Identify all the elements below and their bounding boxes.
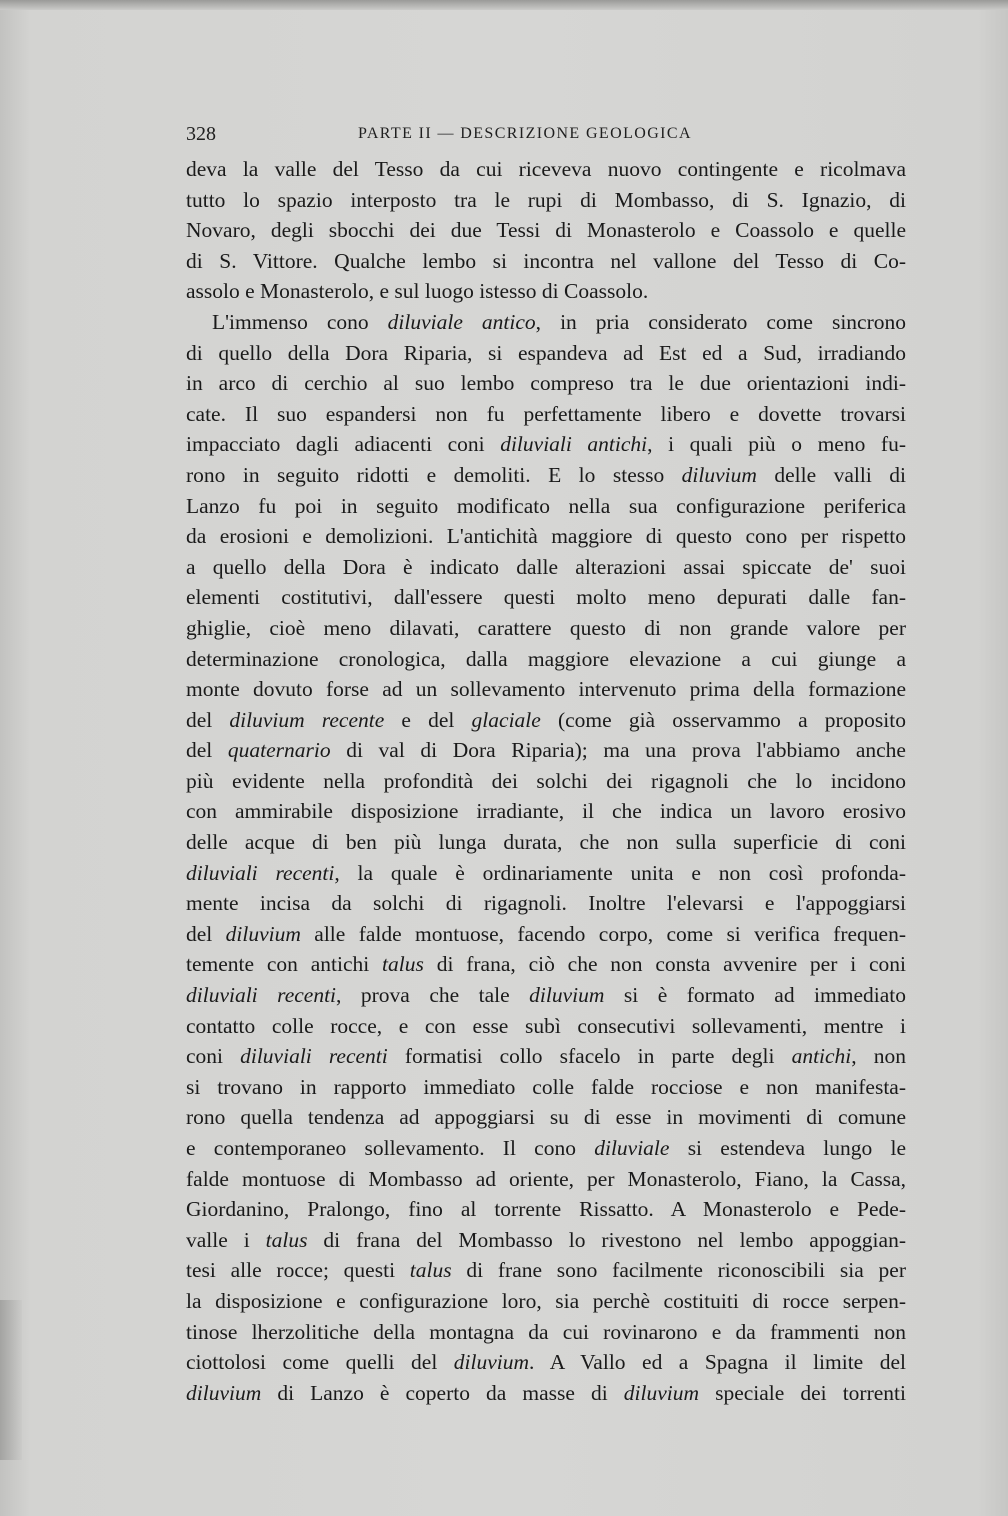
italic-term: talus [265, 1227, 308, 1252]
text-line: valle i talus di frana del Mombasso lo rivestono nel lembo appoggian- [186, 1227, 906, 1252]
italic-term: diluvium [453, 1350, 530, 1375]
page-number: 328 [186, 123, 216, 145]
text-line: impacciato dagli adiacenti coni diluviali antichi, i quali più o meno fu- [186, 432, 906, 457]
text-line: del quaternario di val di Dora Riparia); ma una prova l'abbiamo anche [186, 738, 906, 763]
text-line: coni diluviali recenti formatisi collo sfacelo in parte degli antichi, non [186, 1044, 906, 1069]
text-line: da erosioni e demolizioni. L'antichità maggiore di questo cono per rispetto [186, 524, 906, 549]
italic-term: diluviali recenti [240, 1044, 388, 1069]
text-line: contatto colle rocce, e con esse subì consecutivi sollevamenti, mentre i [186, 1013, 906, 1038]
text-line: ghiglie, cioè meno dilavati, carattere questo di non grande valore per [186, 615, 906, 640]
page-top-edge-shadow [0, 0, 1008, 10]
page-header [186, 123, 906, 147]
text-line: assolo e Monasterolo, e sul luogo istesso di Coassolo. [186, 279, 649, 304]
text-line: deva la valle del Tesso da cui riceveva nuovo contingente e ricolmava [186, 157, 906, 181]
italic-term: diluvium [225, 921, 301, 946]
italic-term: diluvium [623, 1380, 700, 1405]
text-line: del diluvium alle falde montuose, facendo corpo, come si verifica frequen- [186, 921, 906, 946]
text-line: diluvium di Lanzo è coperto da masse di diluvium speciale dei torrenti [186, 1380, 906, 1405]
text-line: delle acque di ben più lunga durata, che non sulla superficie di coni [186, 830, 906, 855]
text-line: con ammirabile disposizione irradiante, il che indica un lavoro erosivo [186, 799, 906, 824]
text-line: del diluvium recente e del glaciale (come già osservammo a proposito [186, 707, 906, 732]
text-line: e contemporaneo sollevamento. Il cono diluviale si estendeva lungo le [186, 1136, 906, 1160]
text-line: Novaro, degli sbocchi dei due Tessi di Monasterolo e Coassolo e quelle [186, 218, 906, 243]
text-line: elementi costitutivi, dall'essere questi molto meno depurati dalle fan- [186, 585, 906, 610]
text-line: a quello della Dora è indicato dalle alterazioni assai spiccate de' suoi [186, 554, 906, 579]
italic-term: diluviale antico [387, 309, 536, 334]
text-line: cate. Il suo espandersi non fu perfettamente libero e dovette trovarsi [186, 401, 906, 426]
text-line: Giordanino, Pralongo, fino al torrente Rissatto. A Monasterolo e Pede- [186, 1197, 906, 1222]
italic-term: diluviali antichi [500, 432, 648, 457]
text-line: di S. Vittore. Qualche lembo si incontra nel vallone del Tesso di Co- [186, 248, 906, 273]
text-line: diluviali recenti, prova che tale diluvium si è formato ad immediato [186, 983, 906, 1008]
text-line: di quello della Dora Riparia, si espandeva ad Est ed a Sud, irradiando [186, 340, 906, 365]
text-line: si trovano in rapporto immediato colle falde rocciose e non manifesta- [186, 1074, 906, 1099]
text-line: la disposizione e configurazione loro, sia perchè costituiti di rocce serpen- [186, 1288, 906, 1313]
italic-term: diluvium [529, 983, 605, 1008]
text-line: diluviali recenti, la quale è ordinariamente unita e non così profonda- [186, 860, 906, 885]
italic-term: quaternario [227, 738, 331, 763]
text-line: monte dovuto forse ad un sollevamento intervenuto prima della formazione [186, 677, 906, 702]
text-line: determinazione cronologica, dalla maggiore elevazione a cui giunge a [186, 646, 906, 671]
italic-term: glaciale [471, 707, 541, 732]
italic-term: diluviali recenti [186, 983, 337, 1008]
italic-term: diluviali recenti [186, 860, 335, 885]
italic-term: diluviale [594, 1136, 670, 1160]
text-line: Lanzo fu poi in seguito modificato nella sua configurazione periferica [186, 493, 906, 518]
text-line: rono in seguito ridotti e demoliti. E lo stesso diluvium delle valli di [186, 462, 906, 487]
italic-term: diluvium recente [229, 707, 385, 732]
text-line: in arco di cerchio al suo lembo compreso tra le due orientazioni indi- [186, 371, 906, 396]
text-line: tinose lherzolitiche della montagna da cui rovinarono e da frammenti non [186, 1319, 906, 1344]
italic-term: diluvium [186, 1380, 262, 1405]
text-line: L'immenso cono diluviale antico, in pria considerato come sincrono [212, 309, 906, 334]
text-line: tutto lo spazio interposto tra le rupi di Mombasso, di S. Ignazio, di [186, 187, 906, 212]
text-line: mente incisa da solchi di rigagnoli. Inoltre l'elevarsi e l'appoggiarsi [186, 891, 906, 916]
page-left-edge-shadow [0, 1300, 22, 1460]
text-line: più evidente nella profondità dei solchi dei rigagnoli che lo incidono [186, 768, 906, 793]
italic-term: talus [382, 952, 424, 977]
text-line: ciottolosi come quelli del diluvium. A Vallo ed a Spagna il limite del [186, 1350, 906, 1375]
italic-term: talus [409, 1258, 452, 1283]
running-title: PARTE II — DESCRIZIONE GEOLOGICA [358, 125, 692, 142]
italic-term: antichi [791, 1044, 852, 1069]
body-text [186, 154, 906, 1408]
text-line: falde montuose di Mombasso ad oriente, per Monasterolo, Fiano, la Cassa, [186, 1166, 906, 1191]
text-line: tesi alle rocce; questi talus di frane sono facilmente riconoscibili sia per [186, 1258, 906, 1283]
italic-term: diluvium [681, 462, 757, 487]
text-line: temente con antichi talus di frana, ciò che non consta avvenire per i coni [186, 952, 906, 977]
text-line: rono quella tendenza ad appoggiarsi su di esse in movimenti di comune [186, 1105, 906, 1130]
